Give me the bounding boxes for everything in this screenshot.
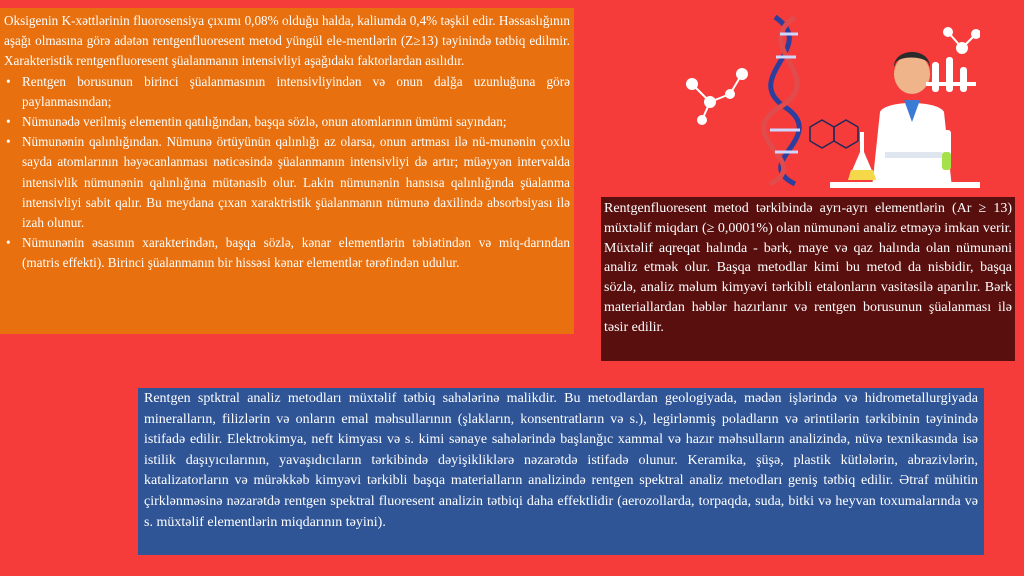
- fluorescence-factors-panel: [0, 8, 574, 334]
- method-description-text: Rentgenfluoresent metod tərkibində ayrı-ayrı elementlərin (Ar ≥ 13) müxtəlif miqdarı (≥ 0,0001%) olan nümunəni analiz etməyə imkan verir. Müxtəlif aqreqat halında - bərk, maye və qaz halında olan nümunəni analiz etmək olur. Başqa metodlar kimi bu metod da nisbidir, başqa sözlə, analiz məlum kimyəvi tərkibli etalonların vasitəsilə aparılır. Bərk materiallardan həblər hazırlanır və rentgen borusunun şüalanması ilə təsir edilir.: [604, 201, 1012, 335]
- factors-list: [4, 72, 570, 274]
- method-description-panel: [601, 197, 1015, 361]
- applications-panel: [138, 388, 984, 555]
- list-item: • Nümunənin əsasının xarakterindən, başqa sözlə, kənar elementlərin təbiətindən və miq-darından (matris effekti). Birinci şüalanmanın bir hissəsi kənar elementlər tərəfindən udulur.: [4, 233, 570, 273]
- applications-text: Rentgen sptktral analiz metodları müxtəlif tətbiq sahələrinə malikdir. Bu metodlardan geologiyada, mədən işlərində və hidrometallurgiyada mineralların, filizlərin və onların emal məhsullarının (şlakların, konsentratların və s.), legirlənmiş poladların və ərintilərin tərkibinin təyinində istifadə edilir. Elektrokimya, neft kimyası və s. kimi sənaye sahələrində başlanğıc xammal və hazır məhsulların analizində, nüvə texnikasında isə istilik daşıyıcılarının, yavaşıdıcıların tərkibində dəyişikliklərə nəzarətdə istifadə olunur. Keramika, şüşə, plastik kütlələrin, abrazivlərin, katalizatorların və mürəkkəb kimyəvi tərkibli başqa materialların analizində rentgen spektral analiz metodları geniş tətbiq edilir. Ətraf mühitin çirklənməsinə nəzarətdə rentgen spektral fluoresent analizin tətbiqi daha effektlidir (aerozollarda, torpaqda, suda, bitki və heyvan toxumalarında və s. müxtəlif elementlərin miqdarının təyini).: [144, 391, 978, 530]
- list-item: • Nümunədə verilmiş elementin qatılığından, başqa sözlə, onun atomlarının ümümi sayından;: [4, 112, 570, 132]
- list-item: • Nümunənin qalınlığından. Nümunə örtüyünün qalınlığı az olarsa, onun artması ilə nü-munənin çoxlu sayda atomlarının həyəcanlanması nəticəsində şüalanmanın intensivliyi də artır; müəyyən intervalda intensivlik nümunənin qalınlığına mütənasib olur. Lakin nümunənin hansısa qalınlığında şüalanma intensivliyi sabit qalır. Bu meydana çıxan xaraktristik şüalanmanın nümunə daxilində absorbsiyası ilə izah olunur.: [4, 132, 570, 233]
- intro-paragraph: Oksigenin K-xəttlərinin fluorosensiya çıxımı 0,08% olduğu halda, kaliumda 0,4% təşkil edir. Həssaslığının aşağı olmasına görə adətən rentgenfluoresent metod yüngül ele-mentlərin (Z≥13) təyinində tətbiq edilmir. Xarakteristik rentgenfluoresent şüalanmanın intensivliyi aşağıdakı faktorlardan asılıdır.: [4, 13, 570, 69]
- scientist-with-dna-icon: [680, 12, 980, 190]
- list-item: • Rentgen borusunun birinci şüalanmasının intensivliyindən və onun dalğa uzunluğuna görə paylanmasından;: [4, 72, 570, 112]
